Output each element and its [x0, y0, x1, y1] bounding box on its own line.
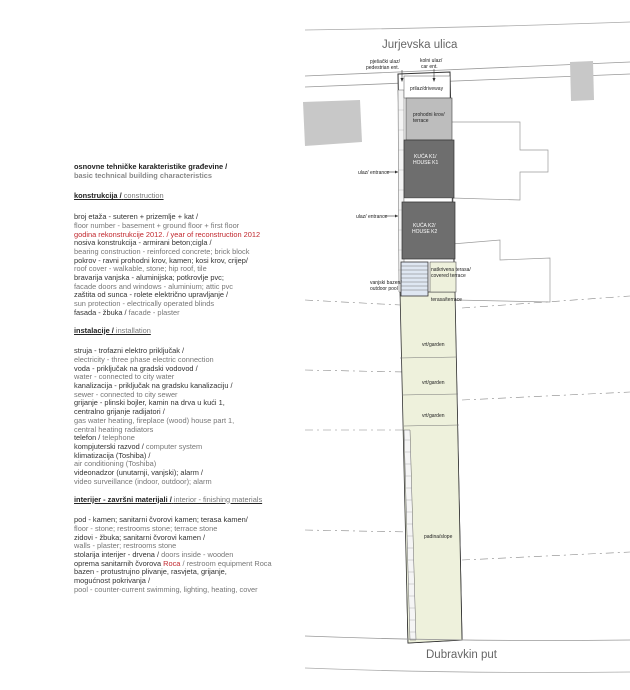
installation-line-hr: centralno grijanje radijatori /	[74, 407, 165, 417]
construction-line-hr: zaštita od sunca - rolete električno upravljanje /	[74, 290, 229, 300]
neighbour-outline-right	[452, 122, 550, 302]
neighbour-building-left	[303, 100, 362, 146]
installation-line-hr: kompjuterski razvod /	[74, 441, 144, 451]
construction-line-hr: fasada - žbuka /	[74, 307, 127, 317]
house-k1	[404, 140, 454, 198]
installation-line-en: computer system	[143, 441, 203, 451]
interior-line	[74, 586, 299, 595]
construction-list	[74, 213, 299, 317]
construction-line-en: roof cover - walkable, stone; hip roof, tile	[74, 264, 207, 274]
construction-line-hr: godina rekonstrukcije 2012. / year of reconstruction 2012	[74, 229, 261, 239]
section-construction-heading	[74, 192, 299, 201]
installation-line-hr: grijanje - plinski bojler, kamin na drva u kući 1,	[74, 398, 225, 408]
street-name-bottom: Dubravkin put	[426, 649, 497, 661]
installation-line-hr: voda - priključak na gradski vodovod /	[74, 363, 198, 373]
label-garden-1: vrt/garden	[422, 342, 445, 348]
label-driveway: prilaz/driveway	[410, 86, 444, 92]
interior-line-hr: bazen - protustrujno plivanje, rasvjeta, grijanje,	[74, 567, 227, 577]
construction-line-en: facade doors and windows - aluminium; attic pvc	[74, 281, 233, 291]
interior-line-brand: Roca	[163, 558, 181, 568]
label-covered-terrace-2: covered terrace	[431, 273, 466, 279]
label-pedestrian-2: pedestrian ent.	[366, 65, 400, 71]
construction-line-en: bearing construction - reinforced concrete; brick block	[74, 246, 250, 256]
interior-line-en: / restroom equipment Roca	[180, 558, 272, 568]
street-line-top-1	[305, 22, 630, 30]
boundary-dash-7	[305, 530, 410, 532]
neighbour-building-right-top	[570, 61, 594, 101]
label-covered-terrace-1: natkrivena terasa/	[431, 267, 471, 273]
interior-heading-hr: interijer - završni materijali /	[74, 494, 172, 504]
construction-line-hr: bravarija vanjska - aluminijska; potkrovlje pvc;	[74, 273, 224, 283]
label-roof-terrace-1: prohodni krov/	[413, 112, 445, 118]
label-house-k2-1: KUĆA K2/	[413, 223, 436, 229]
installation-line-hr: struja - trofazni elektro priključak /	[74, 346, 185, 356]
label-entrance-1: ulaz/ entrance	[358, 170, 390, 176]
construction-line-en: facade - plaster	[126, 307, 180, 317]
installation-line-en: sewer - connected to city sewer	[74, 389, 178, 399]
interior-line-en: pool - counter-current swimming, lighting, heating, cover	[74, 584, 258, 594]
interior-line-hr: zidovi - žbuka; sanitarni čvorovi kamen /	[74, 532, 206, 542]
label-car-2: car ent.	[421, 64, 438, 70]
label-pool-2: outdoor pool	[370, 286, 398, 292]
section-interior-heading	[74, 496, 299, 505]
installation-line-en: electricity - three phase electric connection	[74, 354, 214, 364]
label-house-k1-1: KUĆA K1/	[414, 154, 437, 160]
boundary-dash-1	[305, 300, 400, 305]
label-car-1: kolni ulaz/	[420, 58, 443, 64]
installation-list	[74, 347, 299, 486]
label-house-k1-2: HOUSE K1	[413, 160, 439, 166]
construction-line-en: sun protection - electrically operated blinds	[74, 299, 215, 309]
gap-strip	[404, 198, 452, 202]
installation-line-hr: kanalizacija - priključak na gradsku kanalizaciju /	[74, 381, 233, 391]
label-pedestrian-1: pješački ulaz/	[370, 59, 401, 65]
boundary-dash-6	[462, 552, 630, 560]
label-roof-terrace-2: terrace	[413, 118, 429, 124]
construction-line-hr: nosiva konstrukcija - armirani beton;cigla /	[74, 238, 212, 248]
outdoor-pool	[401, 262, 428, 296]
boundary-dash-2	[462, 296, 630, 308]
street-line-bottom-1	[305, 636, 630, 641]
street-line-bottom-2	[305, 668, 630, 673]
label-garden-2: vrt/garden	[422, 380, 445, 386]
installation-line-en: water - connected to city water	[74, 372, 175, 382]
construction-line	[74, 309, 299, 318]
interior-line-hr: pod - kamen; sanitarni čvorovi kamen; terasa kamen/	[74, 515, 248, 525]
section-installation-heading	[74, 327, 299, 336]
label-entrance-2: ulaz/ entrance	[356, 214, 388, 220]
boundary-dash-5	[462, 392, 630, 400]
label-slope: padina/slope	[424, 534, 453, 540]
specs-title-hr: osnovne tehničke karakteristike građevine /	[74, 162, 228, 171]
installation-line-en: video surveillance (indoor, outdoor); alarm	[74, 476, 212, 486]
installation-line	[74, 478, 299, 487]
entrance-arrow-2-head	[395, 215, 398, 218]
interior-line-hr: stolarija interijer - drvena /	[74, 550, 160, 560]
entrance-arrow-1-head	[395, 171, 398, 174]
installation-line-en: air conditioning (Toshiba)	[74, 459, 157, 469]
specs-title-en: basic technical building characteristics	[74, 170, 213, 180]
interior-line-en: doors inside - wooden	[159, 550, 234, 560]
installation-line-hr: videonadzor (unutarnji, vanjski); alarm /	[74, 468, 203, 478]
installation-heading-en: installation	[115, 325, 151, 335]
label-house-k2-2: HOUSE K2	[412, 229, 438, 235]
construction-heading-hr: konstrukcija /	[74, 191, 122, 201]
label-terrace: terasa/terrace	[431, 297, 462, 303]
installation-line-en: telephone	[100, 433, 135, 443]
label-pool-1: vanjski bazen/	[370, 280, 402, 286]
interior-line-hr: oprema sanitarnih čvorova	[74, 558, 164, 568]
installation-heading-hr: instalacije /	[74, 325, 114, 335]
label-garden-3: vrt/garden	[422, 413, 445, 419]
interior-line-hr: mogućnost pokrivanja /	[74, 576, 150, 586]
boundary-dash-3	[305, 370, 404, 372]
interior-line-en: floor - stone; restrooms stone; terrace stone	[74, 523, 218, 533]
construction-line-en: floor number - basement + ground floor + first floor	[74, 220, 240, 230]
installation-line-hr: klimatizacija (Toshiba) /	[74, 450, 151, 460]
interior-line-en: walls - plaster; restrooms stone	[74, 541, 177, 551]
installation-line-en: central heating radiators	[74, 424, 154, 434]
installation-line-en: gas water heating, fireplace (wood) house part 1,	[74, 415, 235, 425]
interior-list	[74, 516, 299, 594]
construction-line-hr: pokrov - ravni prohodni krov, kamen; kosi krov, crijep/	[74, 255, 248, 265]
specs-panel	[74, 163, 299, 595]
construction-line-hr: broj etaža - suteren + prizemlje + kat /	[74, 212, 199, 222]
installation-line-hr: telefon /	[74, 433, 101, 443]
street-name-top: Jurjevska ulica	[382, 39, 458, 51]
interior-heading-en: interior - finishing materials	[173, 494, 263, 504]
construction-heading-en: construction	[123, 191, 164, 201]
